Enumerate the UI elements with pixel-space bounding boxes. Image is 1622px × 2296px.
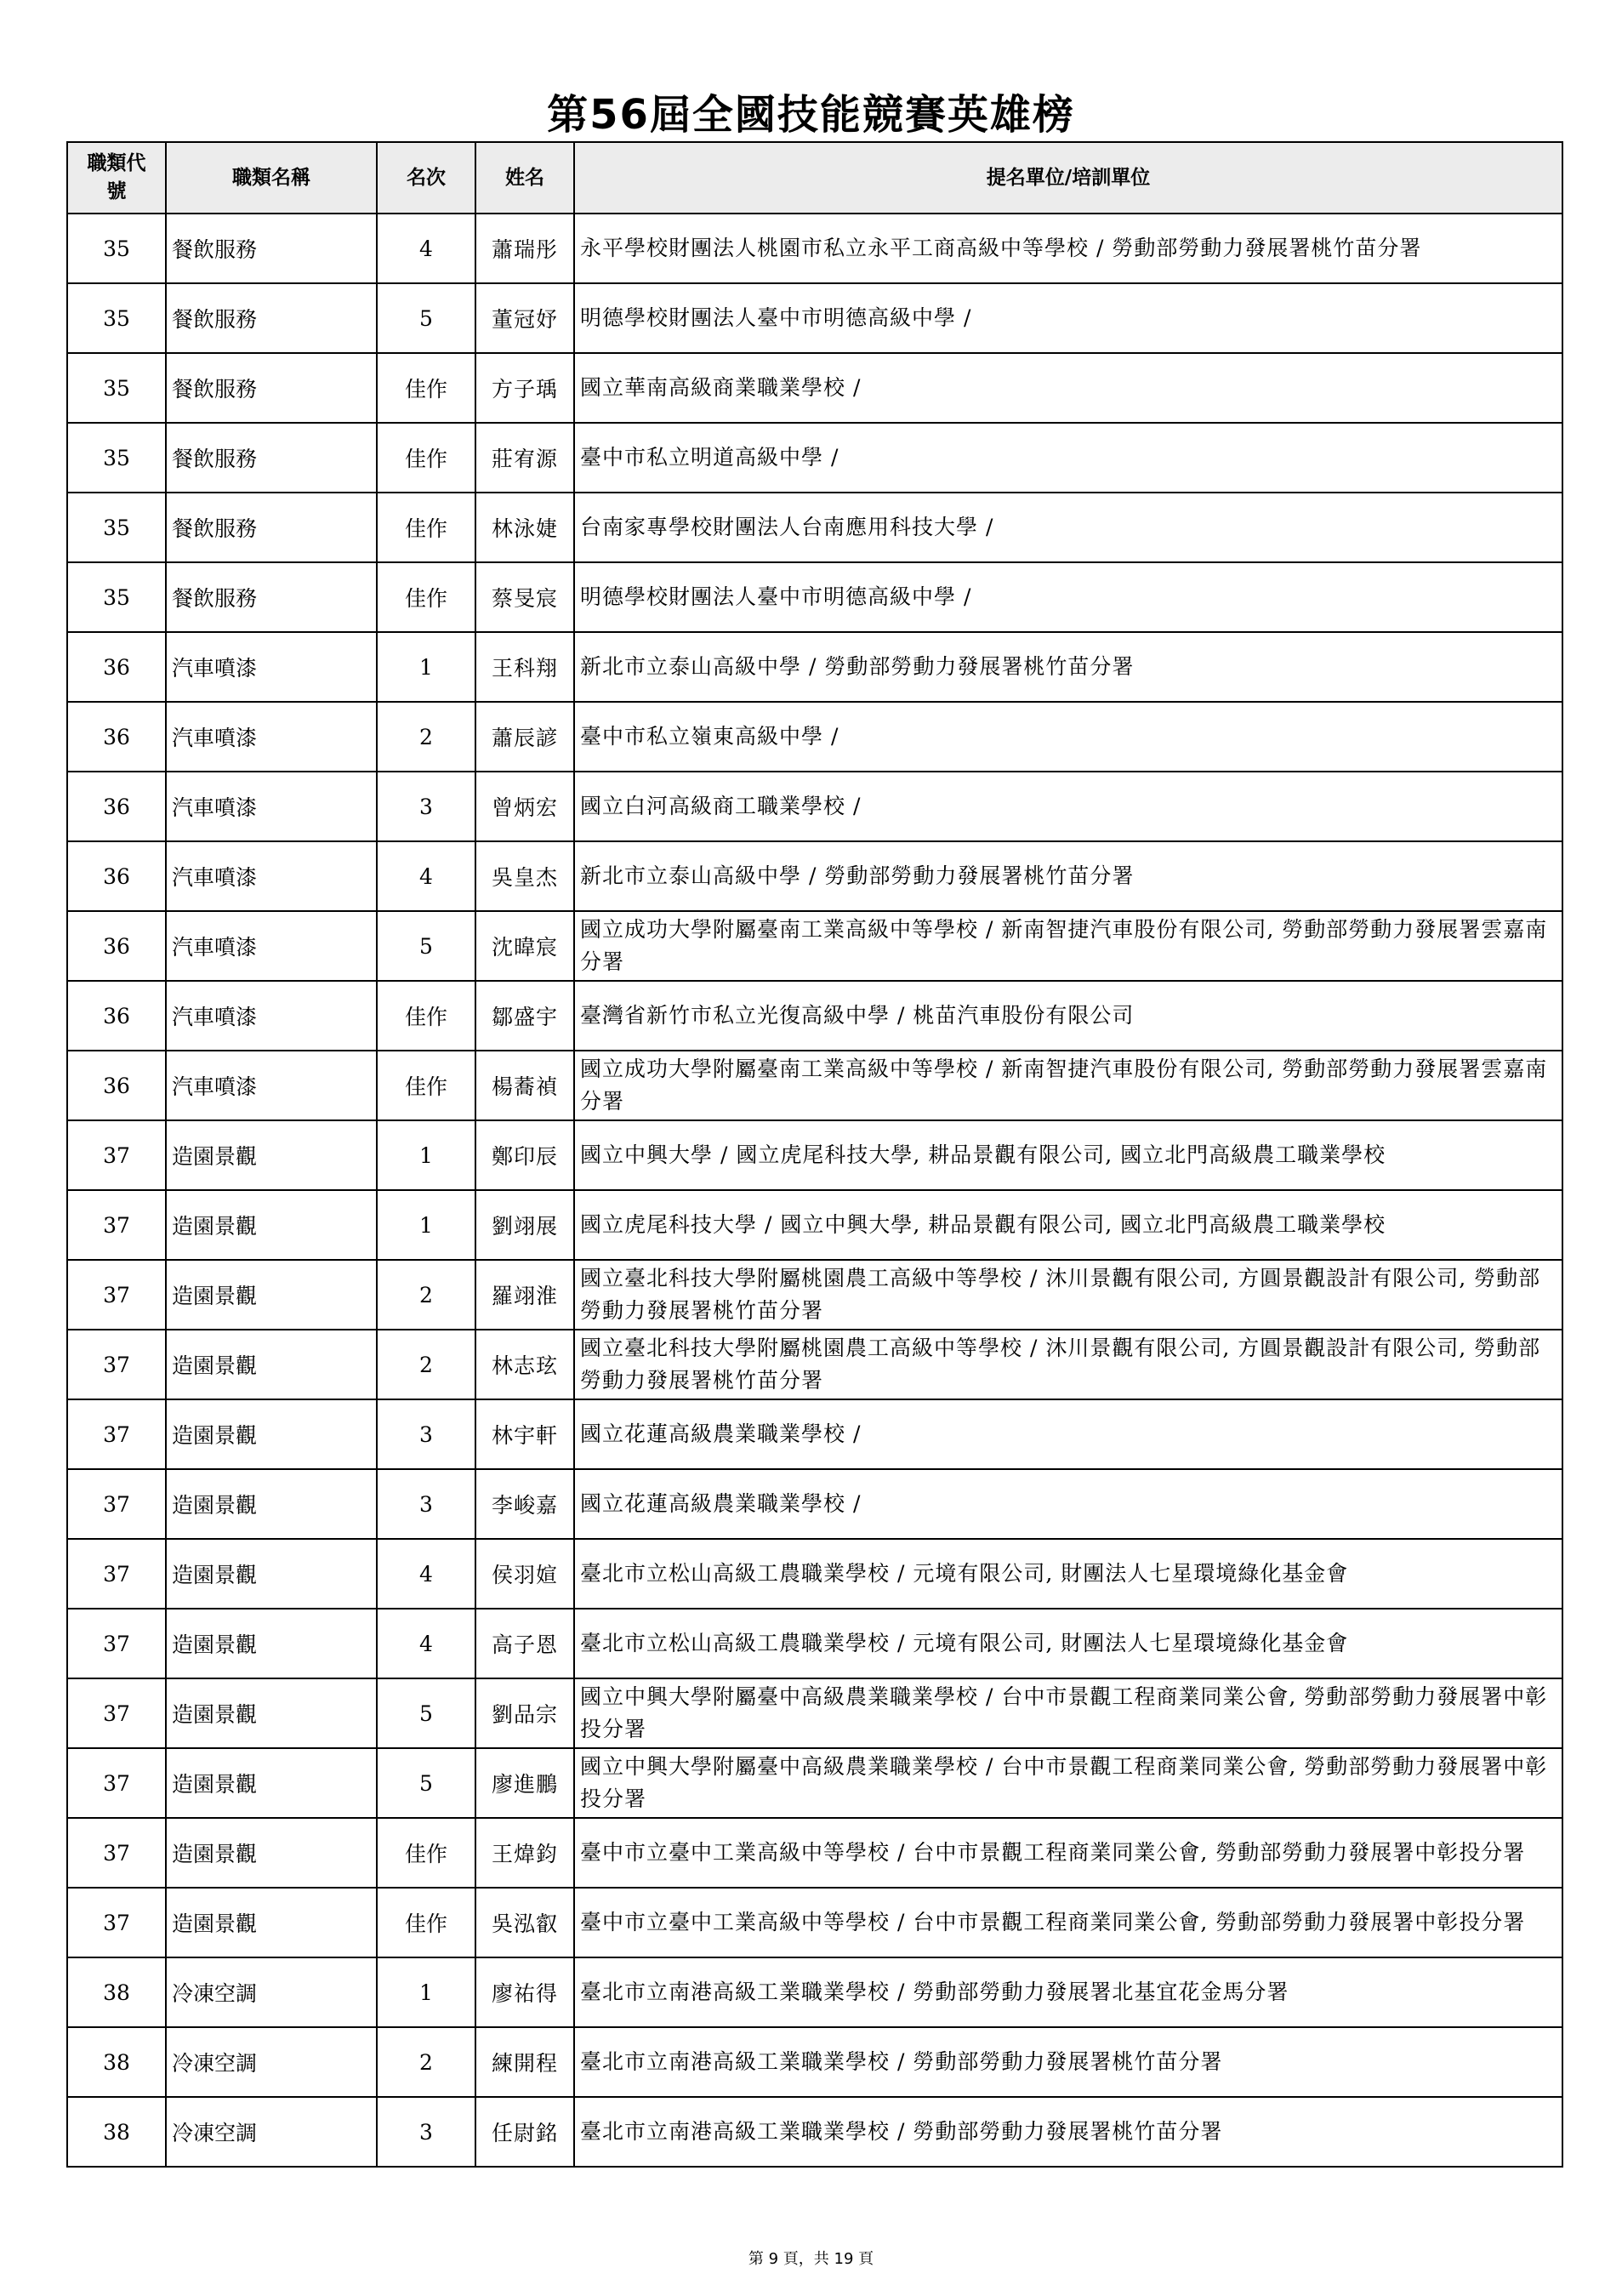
cell-rank: 4 bbox=[377, 1609, 475, 1678]
cell-unit: 永平學校財團法人桃園市私立永平工商高級中等學校 / 勞動部勞動力發展署桃竹苗分署 bbox=[574, 214, 1562, 283]
table-row bbox=[67, 1539, 1562, 1609]
cell-name: 劉品宗 bbox=[475, 1678, 574, 1748]
table-row bbox=[67, 1330, 1562, 1399]
cell-rank: 佳作 bbox=[377, 423, 475, 493]
cell-rank: 5 bbox=[377, 1748, 475, 1818]
cell-code: 37 bbox=[67, 1399, 166, 1469]
table-row bbox=[67, 1678, 1562, 1748]
hero-list-table bbox=[66, 141, 1563, 2168]
cell-category: 汽車噴漆 bbox=[166, 1051, 377, 1120]
table-row bbox=[67, 1190, 1562, 1260]
cell-code: 35 bbox=[67, 353, 166, 423]
cell-category: 造園景觀 bbox=[166, 1260, 377, 1330]
cell-category: 造園景觀 bbox=[166, 1748, 377, 1818]
cell-name: 楊蕎禎 bbox=[475, 1051, 574, 1120]
cell-code: 37 bbox=[67, 1748, 166, 1818]
table-row bbox=[67, 493, 1562, 562]
cell-category: 汽車噴漆 bbox=[166, 702, 377, 772]
cell-name: 高子恩 bbox=[475, 1609, 574, 1678]
cell-unit: 臺灣省新竹市私立光復高級中學 / 桃苗汽車股份有限公司 bbox=[574, 981, 1562, 1051]
cell-category: 餐飲服務 bbox=[166, 493, 377, 562]
cell-unit: 國立成功大學附屬臺南工業高級中等學校 / 新南智捷汽車股份有限公司, 勞動部勞動力發展署雲嘉南分署 bbox=[574, 911, 1562, 981]
cell-category: 冷凍空調 bbox=[166, 2097, 377, 2167]
cell-name: 曾炳宏 bbox=[475, 772, 574, 841]
cell-name: 王科翔 bbox=[475, 632, 574, 702]
cell-name: 蔡旻宸 bbox=[475, 562, 574, 632]
cell-code: 37 bbox=[67, 1539, 166, 1609]
cell-rank: 1 bbox=[377, 632, 475, 702]
table-row bbox=[67, 1260, 1562, 1330]
cell-name: 鄒盛宇 bbox=[475, 981, 574, 1051]
cell-category: 造園景觀 bbox=[166, 1190, 377, 1260]
cell-rank: 2 bbox=[377, 1260, 475, 1330]
cell-rank: 4 bbox=[377, 1539, 475, 1609]
cell-category: 餐飲服務 bbox=[166, 214, 377, 283]
cell-category: 餐飲服務 bbox=[166, 562, 377, 632]
table-row bbox=[67, 1399, 1562, 1469]
cell-code: 35 bbox=[67, 562, 166, 632]
cell-rank: 3 bbox=[377, 1399, 475, 1469]
header-name: 姓名 bbox=[475, 142, 574, 214]
cell-category: 冷凍空調 bbox=[166, 1957, 377, 2027]
header-rank: 名次 bbox=[377, 142, 475, 214]
table-header bbox=[67, 142, 1562, 214]
table-row bbox=[67, 1120, 1562, 1190]
cell-unit: 臺中市私立明道高級中學 / bbox=[574, 423, 1562, 493]
cell-name: 任尉銘 bbox=[475, 2097, 574, 2167]
cell-category: 汽車噴漆 bbox=[166, 772, 377, 841]
cell-code: 36 bbox=[67, 772, 166, 841]
table-row bbox=[67, 423, 1562, 493]
cell-unit: 臺北市立南港高級工業職業學校 / 勞動部勞動力發展署桃竹苗分署 bbox=[574, 2027, 1562, 2097]
cell-code: 37 bbox=[67, 1330, 166, 1399]
cell-rank: 佳作 bbox=[377, 493, 475, 562]
cell-code: 36 bbox=[67, 981, 166, 1051]
cell-rank: 5 bbox=[377, 283, 475, 353]
table-row bbox=[67, 283, 1562, 353]
cell-rank: 2 bbox=[377, 2027, 475, 2097]
cell-name: 林泳婕 bbox=[475, 493, 574, 562]
cell-category: 餐飲服務 bbox=[166, 283, 377, 353]
cell-code: 37 bbox=[67, 1469, 166, 1539]
cell-code: 36 bbox=[67, 702, 166, 772]
header-code: 職類代號 bbox=[67, 142, 166, 214]
cell-unit: 臺中市私立嶺東高級中學 / bbox=[574, 702, 1562, 772]
table-row bbox=[67, 2097, 1562, 2167]
cell-code: 36 bbox=[67, 911, 166, 981]
cell-name: 王煒鈞 bbox=[475, 1818, 574, 1888]
cell-code: 37 bbox=[67, 1260, 166, 1330]
cell-rank: 1 bbox=[377, 1120, 475, 1190]
cell-name: 李峻嘉 bbox=[475, 1469, 574, 1539]
cell-code: 36 bbox=[67, 632, 166, 702]
cell-unit: 國立中興大學 / 國立虎尾科技大學, 耕品景觀有限公司, 國立北門高級農工職業學校 bbox=[574, 1120, 1562, 1190]
cell-name: 羅翊淮 bbox=[475, 1260, 574, 1330]
cell-rank: 3 bbox=[377, 772, 475, 841]
cell-category: 造園景觀 bbox=[166, 1469, 377, 1539]
cell-category: 冷凍空調 bbox=[166, 2027, 377, 2097]
table-row bbox=[67, 911, 1562, 981]
cell-unit: 臺中市立臺中工業高級中等學校 / 台中市景觀工程商業同業公會, 勞動部勞動力發展署中彰投分署 bbox=[574, 1888, 1562, 1957]
cell-rank: 2 bbox=[377, 1330, 475, 1399]
cell-name: 廖進鵬 bbox=[475, 1748, 574, 1818]
table-row bbox=[67, 2027, 1562, 2097]
cell-code: 38 bbox=[67, 2097, 166, 2167]
cell-unit: 國立華南高級商業職業學校 / bbox=[574, 353, 1562, 423]
cell-category: 造園景觀 bbox=[166, 1678, 377, 1748]
table-row bbox=[67, 632, 1562, 702]
table-row bbox=[67, 702, 1562, 772]
cell-name: 鄭印辰 bbox=[475, 1120, 574, 1190]
cell-rank: 佳作 bbox=[377, 353, 475, 423]
cell-unit: 國立臺北科技大學附屬桃園農工高級中等學校 / 沐川景觀有限公司, 方圓景觀設計有限公司, 勞動部勞動力發展署桃竹苗分署 bbox=[574, 1330, 1562, 1399]
cell-name: 方子瑀 bbox=[475, 353, 574, 423]
cell-code: 37 bbox=[67, 1190, 166, 1260]
cell-name: 董冠妤 bbox=[475, 283, 574, 353]
cell-unit: 國立虎尾科技大學 / 國立中興大學, 耕品景觀有限公司, 國立北門高級農工職業學校 bbox=[574, 1190, 1562, 1260]
cell-name: 廖祐得 bbox=[475, 1957, 574, 2027]
cell-code: 36 bbox=[67, 841, 166, 911]
table-row bbox=[67, 1748, 1562, 1818]
cell-unit: 明德學校財團法人臺中市明德高級中學 / bbox=[574, 562, 1562, 632]
table-row bbox=[67, 1609, 1562, 1678]
table-row bbox=[67, 841, 1562, 911]
cell-code: 37 bbox=[67, 1888, 166, 1957]
cell-name: 蕭瑞彤 bbox=[475, 214, 574, 283]
cell-category: 造園景觀 bbox=[166, 1888, 377, 1957]
cell-code: 35 bbox=[67, 283, 166, 353]
cell-name: 林志玹 bbox=[475, 1330, 574, 1399]
header-category: 職類名稱 bbox=[166, 142, 377, 214]
cell-unit: 國立中興大學附屬臺中高級農業職業學校 / 台中市景觀工程商業同業公會, 勞動部勞動力發展署中彰投分署 bbox=[574, 1748, 1562, 1818]
cell-unit: 臺北市立南港高級工業職業學校 / 勞動部勞動力發展署北基宜花金馬分署 bbox=[574, 1957, 1562, 2027]
cell-rank: 4 bbox=[377, 841, 475, 911]
table-body bbox=[67, 214, 1562, 2167]
cell-code: 35 bbox=[67, 214, 166, 283]
table-row bbox=[67, 214, 1562, 283]
cell-code: 35 bbox=[67, 493, 166, 562]
cell-code: 37 bbox=[67, 1678, 166, 1748]
cell-category: 造園景觀 bbox=[166, 1120, 377, 1190]
cell-unit: 臺北市立松山高級工農職業學校 / 元境有限公司, 財團法人七星環境綠化基金會 bbox=[574, 1539, 1562, 1609]
cell-name: 莊宥源 bbox=[475, 423, 574, 493]
cell-name: 吳泓叡 bbox=[475, 1888, 574, 1957]
cell-unit: 臺中市立臺中工業高級中等學校 / 台中市景觀工程商業同業公會, 勞動部勞動力發展署中彰投分署 bbox=[574, 1818, 1562, 1888]
cell-category: 造園景觀 bbox=[166, 1609, 377, 1678]
table-row bbox=[67, 1818, 1562, 1888]
header-unit: 提名單位/培訓單位 bbox=[574, 142, 1562, 214]
cell-rank: 佳作 bbox=[377, 1051, 475, 1120]
table-row bbox=[67, 562, 1562, 632]
cell-unit: 臺北市立南港高級工業職業學校 / 勞動部勞動力發展署桃竹苗分署 bbox=[574, 2097, 1562, 2167]
cell-rank: 1 bbox=[377, 1190, 475, 1260]
cell-unit: 國立臺北科技大學附屬桃園農工高級中等學校 / 沐川景觀有限公司, 方圓景觀設計有限公司, 勞動部勞動力發展署桃竹苗分署 bbox=[574, 1260, 1562, 1330]
cell-rank: 5 bbox=[377, 1678, 475, 1748]
cell-name: 侯羽媗 bbox=[475, 1539, 574, 1609]
cell-rank: 2 bbox=[377, 702, 475, 772]
cell-code: 37 bbox=[67, 1609, 166, 1678]
cell-rank: 佳作 bbox=[377, 562, 475, 632]
cell-unit: 臺北市立松山高級工農職業學校 / 元境有限公司, 財團法人七星環境綠化基金會 bbox=[574, 1609, 1562, 1678]
cell-code: 35 bbox=[67, 423, 166, 493]
cell-unit: 國立白河高級商工職業學校 / bbox=[574, 772, 1562, 841]
cell-category: 造園景觀 bbox=[166, 1330, 377, 1399]
cell-category: 汽車噴漆 bbox=[166, 841, 377, 911]
cell-unit: 國立中興大學附屬臺中高級農業職業學校 / 台中市景觀工程商業同業公會, 勞動部勞動力發展署中彰投分署 bbox=[574, 1678, 1562, 1748]
cell-rank: 1 bbox=[377, 1957, 475, 2027]
cell-name: 蕭辰諺 bbox=[475, 702, 574, 772]
cell-name: 沈暐宸 bbox=[475, 911, 574, 981]
cell-unit: 國立花蓮高級農業職業學校 / bbox=[574, 1469, 1562, 1539]
table-row bbox=[67, 981, 1562, 1051]
cell-code: 38 bbox=[67, 1957, 166, 2027]
table-row bbox=[67, 1051, 1562, 1120]
table-row bbox=[67, 1469, 1562, 1539]
cell-rank: 3 bbox=[377, 2097, 475, 2167]
cell-code: 37 bbox=[67, 1120, 166, 1190]
cell-rank: 佳作 bbox=[377, 1818, 475, 1888]
cell-rank: 佳作 bbox=[377, 981, 475, 1051]
cell-category: 汽車噴漆 bbox=[166, 911, 377, 981]
cell-rank: 3 bbox=[377, 1469, 475, 1539]
cell-unit: 新北市立泰山高級中學 / 勞動部勞動力發展署桃竹苗分署 bbox=[574, 841, 1562, 911]
cell-code: 36 bbox=[67, 1051, 166, 1120]
table-row bbox=[67, 1888, 1562, 1957]
cell-unit: 明德學校財團法人臺中市明德高級中學 / bbox=[574, 283, 1562, 353]
table-row bbox=[67, 772, 1562, 841]
cell-unit: 台南家專學校財團法人台南應用科技大學 / bbox=[574, 493, 1562, 562]
cell-name: 林宇軒 bbox=[475, 1399, 574, 1469]
cell-rank: 佳作 bbox=[377, 1888, 475, 1957]
cell-category: 造園景觀 bbox=[166, 1539, 377, 1609]
cell-category: 造園景觀 bbox=[166, 1399, 377, 1469]
cell-category: 汽車噴漆 bbox=[166, 981, 377, 1051]
table-row bbox=[67, 1957, 1562, 2027]
cell-code: 38 bbox=[67, 2027, 166, 2097]
cell-name: 劉翊展 bbox=[475, 1190, 574, 1260]
cell-unit: 國立成功大學附屬臺南工業高級中等學校 / 新南智捷汽車股份有限公司, 勞動部勞動力發展署雲嘉南分署 bbox=[574, 1051, 1562, 1120]
cell-unit: 新北市立泰山高級中學 / 勞動部勞動力發展署桃竹苗分署 bbox=[574, 632, 1562, 702]
cell-category: 造園景觀 bbox=[166, 1818, 377, 1888]
cell-category: 汽車噴漆 bbox=[166, 632, 377, 702]
table-row bbox=[67, 353, 1562, 423]
cell-category: 餐飲服務 bbox=[166, 423, 377, 493]
cell-name: 吳皇杰 bbox=[475, 841, 574, 911]
cell-category: 餐飲服務 bbox=[166, 353, 377, 423]
cell-rank: 4 bbox=[377, 214, 475, 283]
cell-name: 練開程 bbox=[475, 2027, 574, 2097]
cell-unit: 國立花蓮高級農業職業學校 / bbox=[574, 1399, 1562, 1469]
page-title: 第56屆全國技能競賽英雄榜 bbox=[547, 91, 1075, 139]
cell-rank: 5 bbox=[377, 911, 475, 981]
cell-code: 37 bbox=[67, 1818, 166, 1888]
page-footer: 第 9 頁，共 19 頁 bbox=[748, 2250, 874, 2268]
